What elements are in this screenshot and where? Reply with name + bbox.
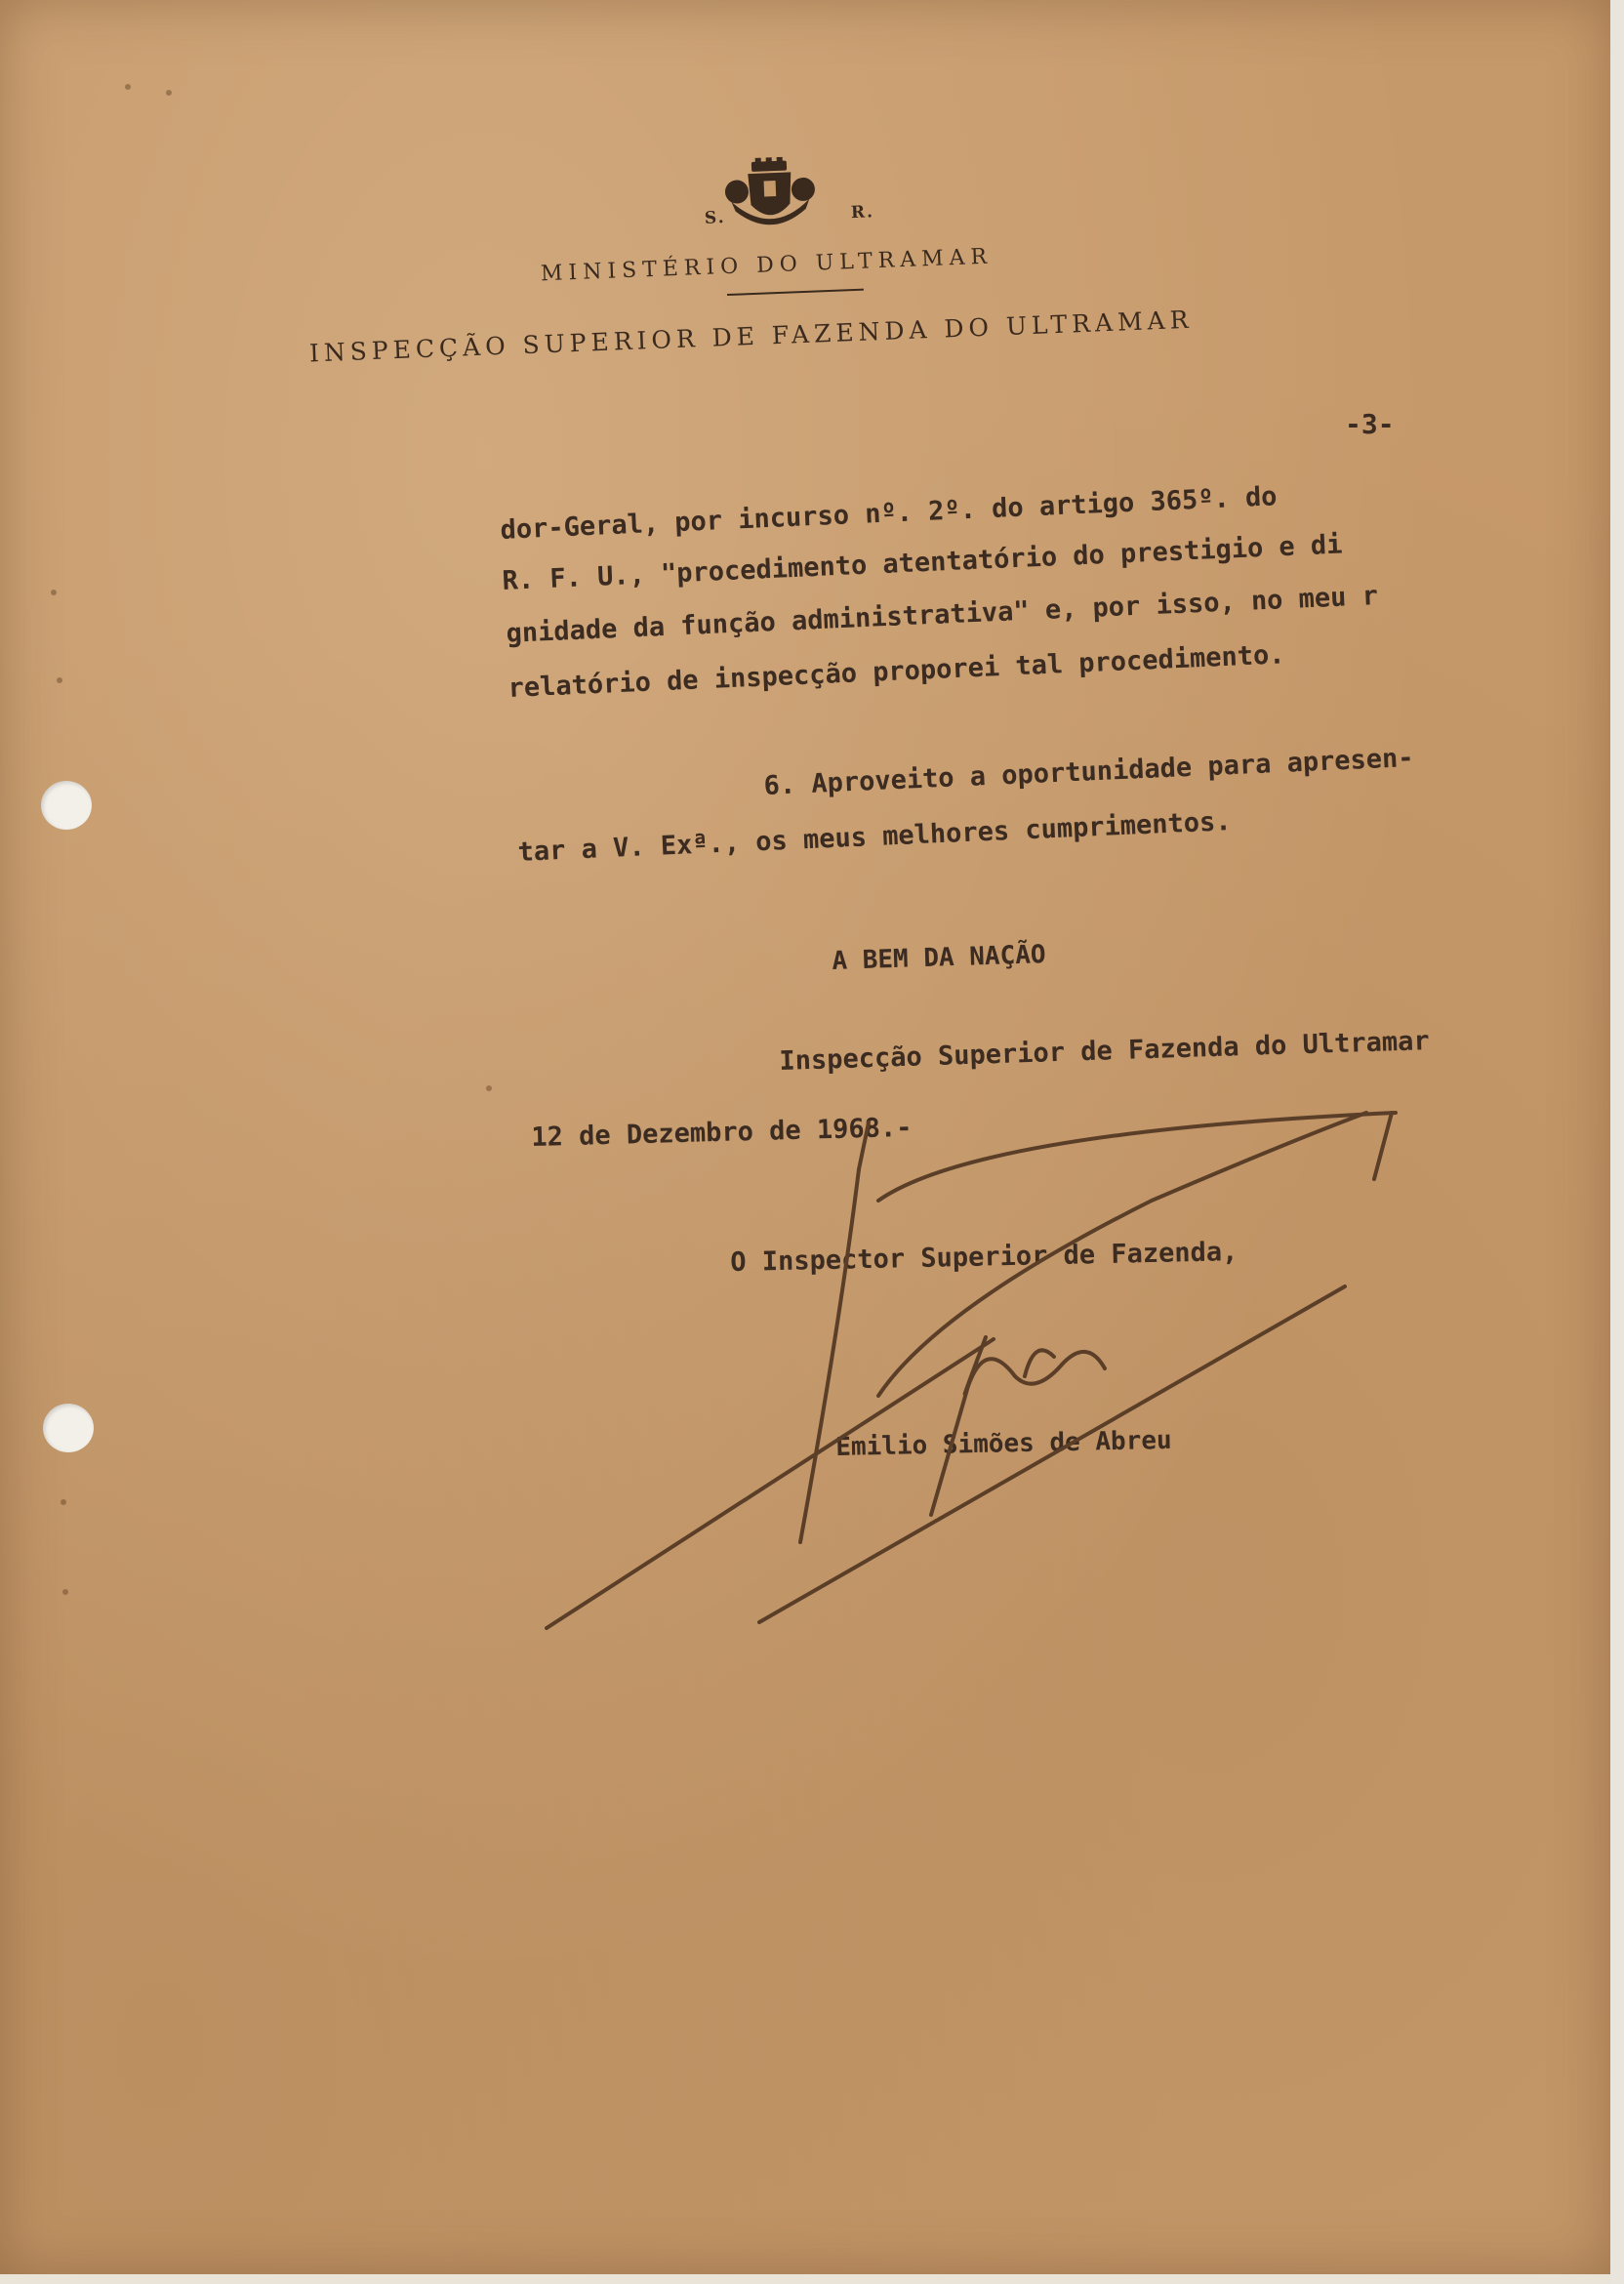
paper-speck: [61, 1499, 66, 1505]
body-line-2: R. F. U., "procedimento atentatório do prestigio e di: [502, 529, 1344, 596]
paper-speck: [57, 677, 62, 683]
punch-hole: [43, 1404, 94, 1452]
date-line: 12 de Dezembro de 1968.-: [531, 1112, 913, 1153]
letterhead: [293, 137, 1307, 368]
s-label: S.: [704, 208, 726, 228]
body-line-3: gnidade da função administrativa" e, por isso, no meu r: [506, 581, 1379, 649]
coat-of-arms-icon: [722, 155, 819, 233]
punch-hole: [41, 781, 92, 830]
body-line-4: relatório de inspecção proporei tal procedimento.: [508, 639, 1286, 704]
paper-speck: [166, 90, 172, 96]
r-label: R.: [850, 202, 875, 224]
scan-margin: [1610, 0, 1624, 2284]
office-line: Inspecção Superior de Fazenda do Ultramar: [779, 1026, 1431, 1077]
paper-speck: [486, 1085, 492, 1091]
page-number: -3-: [1345, 408, 1395, 440]
paper-speck: [125, 84, 131, 90]
paper-speck: [62, 1589, 68, 1595]
header-divider: [727, 289, 864, 296]
paper-speck: [51, 590, 57, 595]
motto: A BEM DA NAÇÃO: [832, 940, 1046, 976]
ministry-title: MINISTÉRIO DO ULTRAMAR: [540, 244, 994, 287]
body-line-6: tar a V. Exª., os meus melhores cumprimentos.: [517, 806, 1233, 868]
body-line-1: dor-Geral, por incurso nº. 2º. do artigo 365º. do: [500, 481, 1279, 546]
department-title: INSPECÇÃO SUPERIOR DE FAZENDA DO ULTRAMAR: [308, 305, 1194, 368]
handwritten-signature: [527, 1093, 1503, 1640]
signatory-name: Emilio Simões de Abreu: [835, 1425, 1172, 1462]
signatory-title: O Inspector Superior de Fazenda,: [730, 1237, 1238, 1278]
body-line-5: 6. Aproveito a oportunidade para apresen-: [763, 742, 1415, 801]
